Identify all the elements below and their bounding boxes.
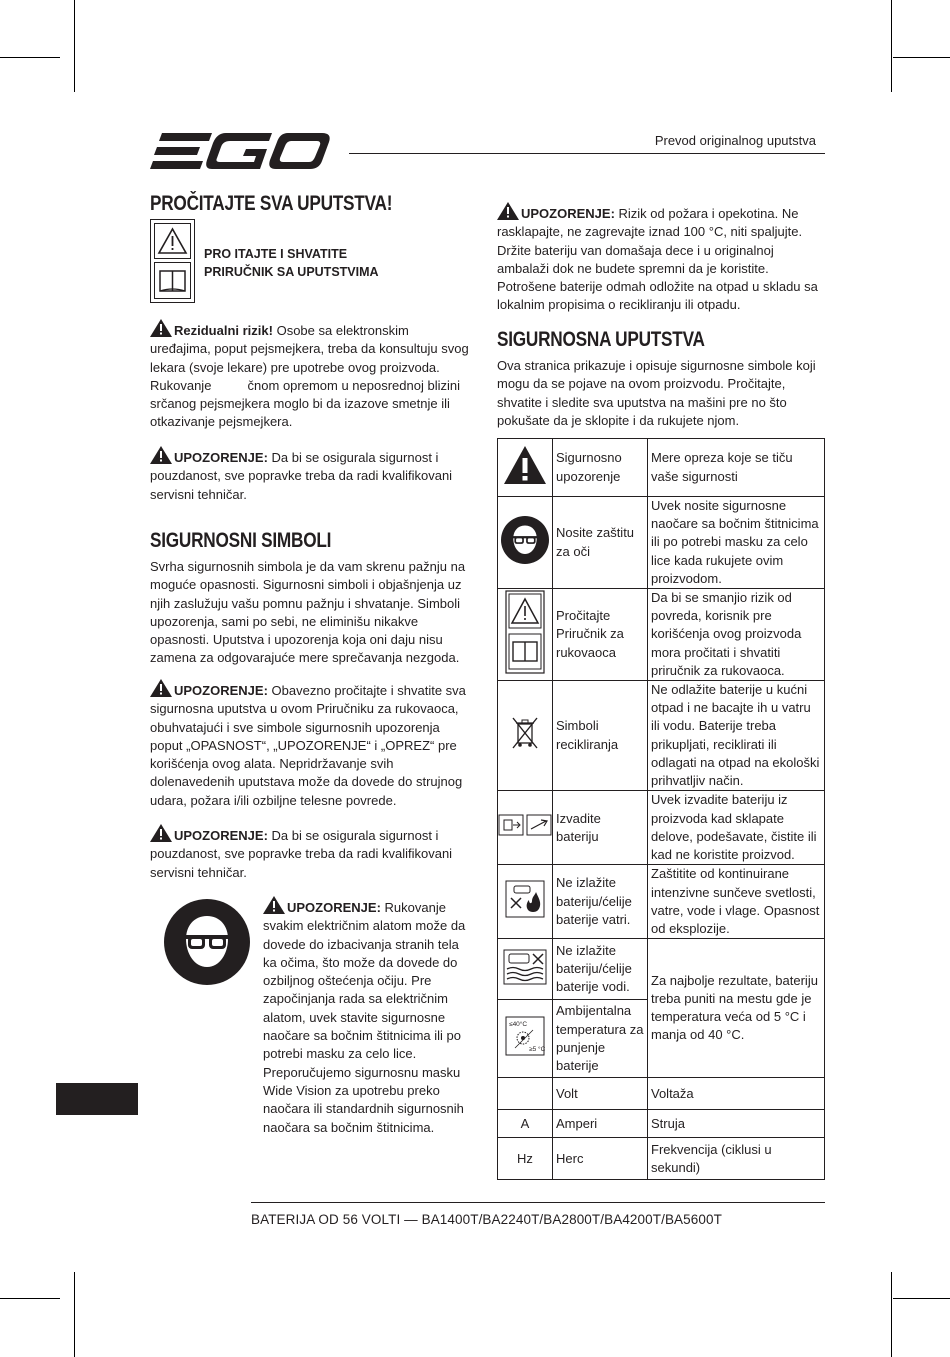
table-row xyxy=(498,791,825,865)
warning-icon xyxy=(150,824,172,842)
svg-text:≤40°C: ≤40°C xyxy=(509,1021,528,1029)
table-icon-cell xyxy=(498,1000,553,1078)
svg-text:≥5 °C: ≥5 °C xyxy=(529,1046,545,1054)
safety-symbols-table xyxy=(497,438,825,1180)
warning-text: Da bi se osigurala sigurnost i pouzdanost, sve popravke treba da radi kvalifikovani servisni tehničar. xyxy=(150,450,453,502)
warning-paragraph-1 xyxy=(150,446,472,504)
table-icon-cell xyxy=(498,681,553,791)
table-name-cell: Herc xyxy=(553,1138,648,1180)
read-caption-line-2: PRIRUČNIK SA UPUTSTVIMA xyxy=(204,265,379,280)
table-icon-cell xyxy=(498,589,553,681)
warning-label: UPOZORENJE: xyxy=(174,828,268,843)
table-icon-cell xyxy=(498,791,553,865)
warning-paragraph-3 xyxy=(150,824,472,882)
table-desc-cell: Zaštitite od kontinuirane intenzivne sunčeve svetlosti, vatre, vode i vlage. Opasnost od eksplozije. xyxy=(648,865,825,939)
crop-mark xyxy=(893,57,950,58)
eye-protection-icon xyxy=(501,516,549,564)
table-row xyxy=(498,1138,825,1180)
warning-text: Da bi se osigurala sigurnost i pouzdanost, sve popravke treba da radi kvalifikovani servisni tehničar. xyxy=(150,828,453,880)
document-subtitle: Prevod originalnog uputstva xyxy=(654,133,816,148)
section-title-read: PROČITAJTE SVA UPUTSTVA! xyxy=(150,192,393,215)
table-icon-cell xyxy=(498,939,553,1000)
warning-icon xyxy=(150,679,172,697)
warning-triangle-icon xyxy=(503,445,547,485)
warning-text: Obavezno pročitajte i shvatite sva sigurnosna uputstva u ovom Priručniku za rukovaoca, obuhvatajući i sve simbole sigurnosnih upozorenja poput „OPASNOST“, „UPOZORENJE“ i „OPREZ“ pre korišćenja ovog alata. Nepridržavanje svih dolenavedenih uputstava može da dovede do strujnog udara, požara i/ili ozbiljne telesne povrede. xyxy=(150,683,466,808)
residual-risk-paragraph xyxy=(150,319,472,432)
table-desc-cell: Za najbolje rezultate, bateriju treba puniti na mestu gde je temperatura veća od 5 °C i manja od 40 °C. xyxy=(648,939,825,1078)
table-symbol-cell xyxy=(498,1078,553,1110)
table-desc-cell: Uvek nosite sigurnosne naočare sa bočnim štitnicima ili po potrebi masku za celo lice kada rukujete ovim proizvodom. xyxy=(648,497,825,589)
table-row xyxy=(498,1110,825,1138)
table-desc-cell: Frekvencija (ciklusi u sekundi) xyxy=(648,1138,825,1180)
table-row xyxy=(498,681,825,791)
table-name-cell: Ne izlažite bateriju/ćelije baterije vatri. xyxy=(553,865,648,939)
read-manual-box xyxy=(150,219,195,303)
warning-triangle-icon xyxy=(154,223,191,259)
warning-icon xyxy=(263,896,285,914)
table-name-cell: Simboli recikliranja xyxy=(553,681,648,791)
table-name-cell: Amperi xyxy=(553,1110,648,1138)
table-row xyxy=(498,865,825,939)
table-row xyxy=(498,589,825,681)
warning-icon xyxy=(150,446,172,464)
warning-label: UPOZORENJE: xyxy=(287,900,381,915)
read-manual-caption xyxy=(204,245,379,282)
warning-text: Rukovanje svakim električnim alatom može da dovede do izbacivanja stranih tela ka očima, što može da dovede do ozbiljnog oštećenja očiju. Pre započinjanja rada sa električnim alatom, uvek stavite sigurnosne naočare sa bočnim štitnicima ili po potrebi masku za celo lice. Preporučujemo sigurnosnu masku Wide Vision za upotrebu preko naočara ili standardnih sigurnosnih naočara sa bočnim štitnicima. xyxy=(263,900,466,1135)
table-row xyxy=(498,939,825,1000)
no-fire-battery-icon xyxy=(505,880,545,918)
temperature-icon xyxy=(505,1016,545,1056)
warning-label: UPOZORENJE: xyxy=(174,450,268,465)
table-name-cell: Sigurnosno upozorenje xyxy=(553,439,648,497)
symbols-paragraph: Svrha sigurnosnih simbola je da vam skrenu pažnju na moguće opasnosti. Sigurnosni simboli i objašnjenja uz njih zaslužuju vašu pomnu pažnju i shvatanje. Simboli upozorenja, sami po sebi, ne eliminišu nikakve opasnosti. Uputstva i upozorenja koja oni daju nisu zamena za odgovarajuće mere sprečavanja nezgoda. xyxy=(150,559,466,666)
warning-paragraph-4 xyxy=(263,896,472,1137)
table-row xyxy=(498,497,825,589)
crop-mark xyxy=(891,1272,892,1357)
table-name-cell: Pročitajte Priručnik za rukovaoca xyxy=(553,589,648,681)
warning-label: UPOZORENJE: xyxy=(521,206,615,221)
section-title-safety: SIGURNOSNA UPUTSTVA xyxy=(497,328,705,351)
remove-battery-icon xyxy=(498,813,552,837)
crop-mark xyxy=(893,1298,950,1299)
residual-risk-text: Osobe sa elektronskim uređajima, poput pejsmejkera, treba da konsultuju svog lekara (svoje lekare) pre upotrebe ovog proizvoda. Rukovanje čnom opremom u neposrednoj blizini srčanog pejsmejkera moglo bi da izazove smetnje ili otkazivanje pejsmejkera. xyxy=(150,323,473,430)
table-name-cell: Ne izlažite bateriju/ćelije baterije vodi. xyxy=(553,939,648,1000)
header-divider xyxy=(349,153,825,154)
table-icon-cell xyxy=(498,439,553,497)
crossed-bin-icon xyxy=(510,715,540,751)
residual-risk-label: Rezidualni rizik! xyxy=(174,323,273,338)
manual-book-icon xyxy=(154,262,191,299)
crop-mark xyxy=(0,1298,60,1299)
no-water-battery-icon xyxy=(503,949,547,985)
warning-paragraph-2 xyxy=(150,679,472,810)
crop-mark xyxy=(891,0,892,92)
table-desc-cell: Uvek izvadite bateriju iz proizvoda kad sklapate delove, podešavate, čistite ili kad ne koristite proizvod. xyxy=(648,791,825,865)
read-caption-line-1: PRO ITAJTE I SHVATITE xyxy=(204,247,348,261)
ego-logo xyxy=(150,132,332,177)
table-desc-cell: Da bi se smanjio rizik od povreda, korisnik pre korišćenja ovog proizvoda mora pročitati i shvatiti priručnik za rukovaoca. xyxy=(648,589,825,681)
table-name-cell: Volt xyxy=(553,1078,648,1110)
table-icon-cell xyxy=(498,865,553,939)
warning-icon xyxy=(497,202,519,220)
warning-label: UPOZORENJE: xyxy=(174,683,268,698)
footer-model-line: BATERIJA OD 56 VOLTI — BA1400T/BA2240T/BA2800T/BA4200T/BA5600T xyxy=(251,1212,722,1227)
page-tab-marker xyxy=(56,1083,138,1115)
warning-icon xyxy=(150,319,172,337)
table-desc-cell: Mere opreza koje se tiču vaše sigurnosti xyxy=(648,439,825,497)
crop-mark xyxy=(74,1272,75,1357)
table-row xyxy=(498,1078,825,1110)
crop-mark xyxy=(74,0,75,92)
warning-text: Rizik od požara i opekotina. Ne rasklapajte, ne zagrevajte iznad 100 °C, niti spaljujte. Držite bateriju van domašaja dece i u originalnoj ambalaži dok ne budete spremni da je koristite. Potrošene baterije odmah odložite na otpad u skladu sa lokalnim propisima o recikliranju ili otpadu. xyxy=(497,206,818,313)
safety-paragraph: Ova stranica prikazuje i opisuje sigurnosne simbole koji mogu da se pojave na ovom proizvodu. Pročitajte, shvatite i sledite sva uputstva na mašini pre no što pokušate da je sklopite i da rukujete njom. xyxy=(497,358,816,428)
table-desc-cell: Ne odlažite baterije u kućni otpad i ne bacajte ih u vatru ili vodu. Baterije treba prikupljati, reciklirati ili odlagati na otpad na ekološki prihvatljiv način. xyxy=(648,681,825,791)
right-warning-paragraph xyxy=(497,202,825,315)
section-title-symbols: SIGURNOSNI SIMBOLI xyxy=(150,529,332,552)
table-name-cell: Izvadite bateriju xyxy=(553,791,648,865)
table-name-cell: Nosite zaštitu za oči xyxy=(553,497,648,589)
table-desc-cell: Struja xyxy=(648,1110,825,1138)
footer-divider xyxy=(251,1202,825,1203)
table-row xyxy=(498,439,825,497)
table-icon-cell xyxy=(498,497,553,589)
read-manual-icon xyxy=(505,590,545,674)
table-name-cell: Ambijentalna temperatura za punjenje baterije xyxy=(553,1000,648,1078)
eye-protection-icon xyxy=(164,899,250,990)
table-symbol-cell: A xyxy=(498,1110,553,1138)
table-desc-cell: Voltaža xyxy=(648,1078,825,1110)
crop-mark xyxy=(0,57,60,58)
table-symbol-cell: Hz xyxy=(498,1138,553,1180)
